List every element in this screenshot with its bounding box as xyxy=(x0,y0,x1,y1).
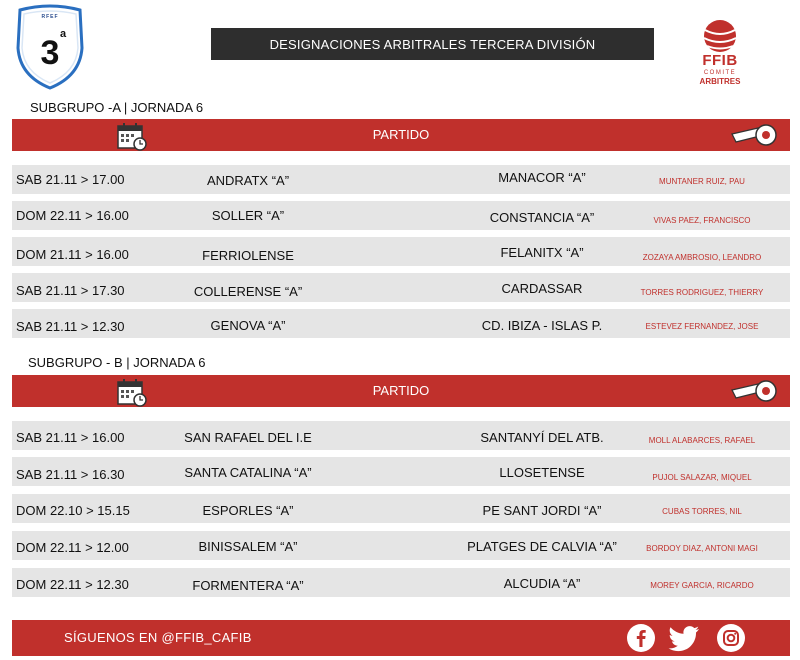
away-team: MANACOR “A” xyxy=(498,170,586,185)
away-team: PE SANT JORDI “A” xyxy=(482,503,602,518)
match-row xyxy=(12,165,790,194)
match-row xyxy=(12,531,790,560)
home-team: SOLLER “A” xyxy=(211,208,285,223)
home-team: GENOVA “A” xyxy=(210,318,286,333)
badge-org: RFEF xyxy=(41,14,59,20)
away-team: LLOSETENSE xyxy=(499,465,585,480)
match-date: SAB 21.11 > 16.30 xyxy=(16,467,125,482)
badge-number: 3 xyxy=(40,34,60,72)
group-b-header-label: PARTIDO xyxy=(372,383,430,398)
twitter-icon[interactable] xyxy=(667,623,701,653)
away-team: SANTANYÍ DEL ATB. xyxy=(480,430,604,445)
ffib-logo-sub2: ARBITRES xyxy=(699,77,741,86)
referee: VIVAS PAEZ, FRANCISCO xyxy=(653,216,751,225)
match-row xyxy=(12,421,790,450)
referee: CUBAS TORRES, NIL xyxy=(662,507,742,516)
away-team: PLATGES DE CALVIA “A” xyxy=(467,539,617,554)
referee: MOREY GARCIA, RICARDO xyxy=(650,581,754,590)
home-team: COLLERENSE “A” xyxy=(193,284,303,299)
match-date: SAB 21.11 > 16.00 xyxy=(16,430,125,445)
away-team: CARDASSAR xyxy=(501,281,583,296)
match-row xyxy=(12,201,790,230)
group-a-label: SUBGRUPO -A | JORNADA 6 xyxy=(30,100,204,115)
referee: PUJOL SALAZAR, MIQUEL xyxy=(652,473,752,482)
home-team: SAN RAFAEL DEL I.E xyxy=(184,430,312,445)
group-b-header xyxy=(12,375,790,407)
referee: TORRES RODRIGUEZ, THIERRY xyxy=(640,288,764,297)
group-b-label: SUBGRUPO - B | JORNADA 6 xyxy=(28,355,206,370)
match-row xyxy=(12,568,790,597)
match-date: SAB 21.11 > 17.30 xyxy=(16,283,125,298)
match-row xyxy=(12,309,790,338)
match-date: DOM 22.11 > 12.30 xyxy=(16,577,129,592)
match-date: DOM 21.11 > 16.00 xyxy=(16,247,129,262)
away-team: FELANITX “A” xyxy=(500,245,584,260)
match-row xyxy=(12,457,790,486)
referee: ZOZAYA AMBROSIO, LEANDRO xyxy=(642,253,762,262)
match-row xyxy=(12,237,790,266)
badge-superscript: a xyxy=(60,28,67,40)
instagram-icon[interactable] xyxy=(716,623,746,653)
away-team: ALCUDIA “A” xyxy=(503,576,581,591)
home-team: ESPORLES “A” xyxy=(202,503,294,518)
match-row xyxy=(12,494,790,523)
home-team: BINISSALEM “A” xyxy=(198,539,298,554)
match-date: DOM 22.11 > 12.00 xyxy=(16,540,129,555)
page-title: DESIGNACIONES ARBITRALES TERCERA DIVISIÓN xyxy=(211,28,654,60)
whistle-icon xyxy=(730,122,780,148)
footer-follow-text: SÍGUENOS EN @FFIB_CAFIB xyxy=(64,630,252,645)
referee: ESTEVEZ FERNANDEZ, JOSE xyxy=(645,322,759,331)
group-a-header-label: PARTIDO xyxy=(372,127,430,142)
referee: MUNTANER RUIZ, PAU xyxy=(659,177,745,186)
ffib-logo-text: FFIB xyxy=(702,52,738,69)
match-date: DOM 22.11 > 16.00 xyxy=(16,208,129,223)
footer-bar xyxy=(12,620,790,656)
home-team: FERRIOLENSE xyxy=(202,248,294,263)
ffib-logo-sub1: COMITE xyxy=(703,70,737,76)
referee: MOLL ALABARCES, RAFAEL xyxy=(648,436,756,445)
whistle-icon xyxy=(730,378,780,404)
referee: BORDOY DIAZ, ANTONI MAGI xyxy=(646,544,758,553)
facebook-icon[interactable] xyxy=(626,623,656,653)
away-team: CD. IBIZA - ISLAS P. xyxy=(481,318,603,333)
group-a-header xyxy=(12,119,790,151)
away-team: CONSTANCIA “A” xyxy=(489,210,595,225)
match-row xyxy=(12,273,790,302)
match-date: SAB 21.11 > 12.30 xyxy=(16,319,125,334)
home-team: FORMENTERA “A” xyxy=(192,578,304,593)
home-team: SANTA CATALINA “A” xyxy=(184,465,312,480)
match-date: DOM 22.10 > 15.15 xyxy=(16,503,130,518)
match-date: SAB 21.11 > 17.00 xyxy=(16,172,125,187)
home-team: ANDRATX “A” xyxy=(206,173,290,188)
